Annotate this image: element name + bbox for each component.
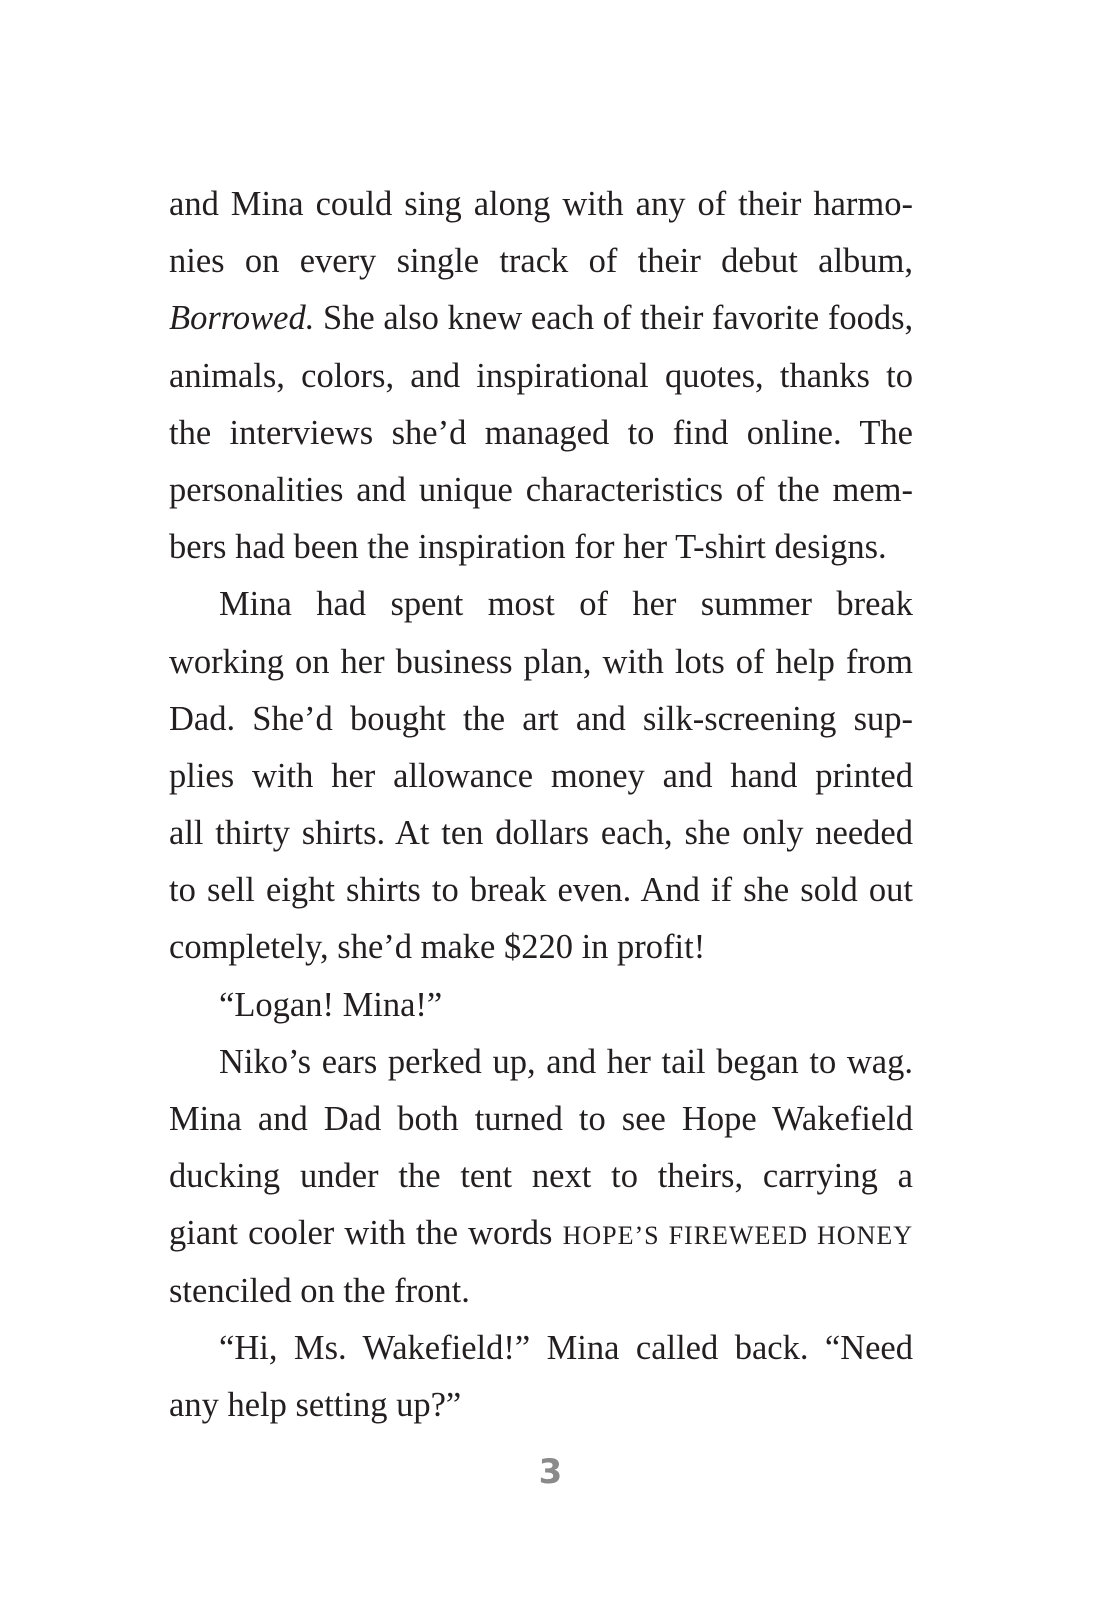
text-line: Mina and Dad both turned to see Hope Wakefield bbox=[169, 1100, 913, 1138]
page-number: 3 bbox=[538, 1452, 563, 1492]
text-line: “Hi, Ms. Wakefield!” Mina called back. “Need bbox=[219, 1328, 913, 1367]
text-line: completely, she’d make $220 in profit! bbox=[169, 928, 706, 967]
text-line: personalities and unique characteristics of the mem- bbox=[169, 470, 913, 509]
text-line: Mina had spent most of her summer break bbox=[219, 585, 913, 624]
small-caps-text: HOPE’S FIREWEED HONEY bbox=[562, 1221, 914, 1251]
text-line: nies on every single track of their debut album, bbox=[169, 242, 913, 281]
text-line: “Logan! Mina!” bbox=[219, 985, 443, 1024]
text-line: plies with her allowance money and hand printed bbox=[169, 756, 913, 795]
text-line bbox=[169, 290, 913, 347]
text-line: and Mina could sing along with any of their harmo- bbox=[169, 185, 913, 223]
italic-title: Borrowed. bbox=[169, 299, 315, 338]
text-line: any help setting up?” bbox=[169, 1385, 462, 1424]
text-line bbox=[169, 1205, 913, 1262]
text-line: ducking under the tent next to theirs, carrying a bbox=[169, 1157, 913, 1196]
text-line: all thirty shirts. At ten dollars each, she only needed bbox=[169, 814, 913, 853]
text-line: working on her business plan, with lots of help from bbox=[169, 642, 913, 681]
text-segment: giant cooler with the words bbox=[169, 1214, 563, 1253]
text-line: Niko’s ears perked up, and her tail began to wag. bbox=[219, 1042, 913, 1081]
text-line: the interviews she’d managed to find online. The bbox=[169, 413, 913, 452]
text-line: animals, colors, and inspirational quotes, thanks to bbox=[169, 356, 913, 395]
text-line: bers had been the inspiration for her T-shirt designs. bbox=[169, 528, 887, 567]
text-line: to sell eight shirts to break even. And if she sold out bbox=[169, 871, 913, 910]
text-line: stenciled on the front. bbox=[169, 1271, 470, 1310]
body-text bbox=[169, 176, 913, 1434]
text-line: Dad. She’d bought the art and silk-screening sup- bbox=[169, 699, 913, 738]
text-segment: She also knew each of their favorite foods, bbox=[314, 299, 914, 338]
